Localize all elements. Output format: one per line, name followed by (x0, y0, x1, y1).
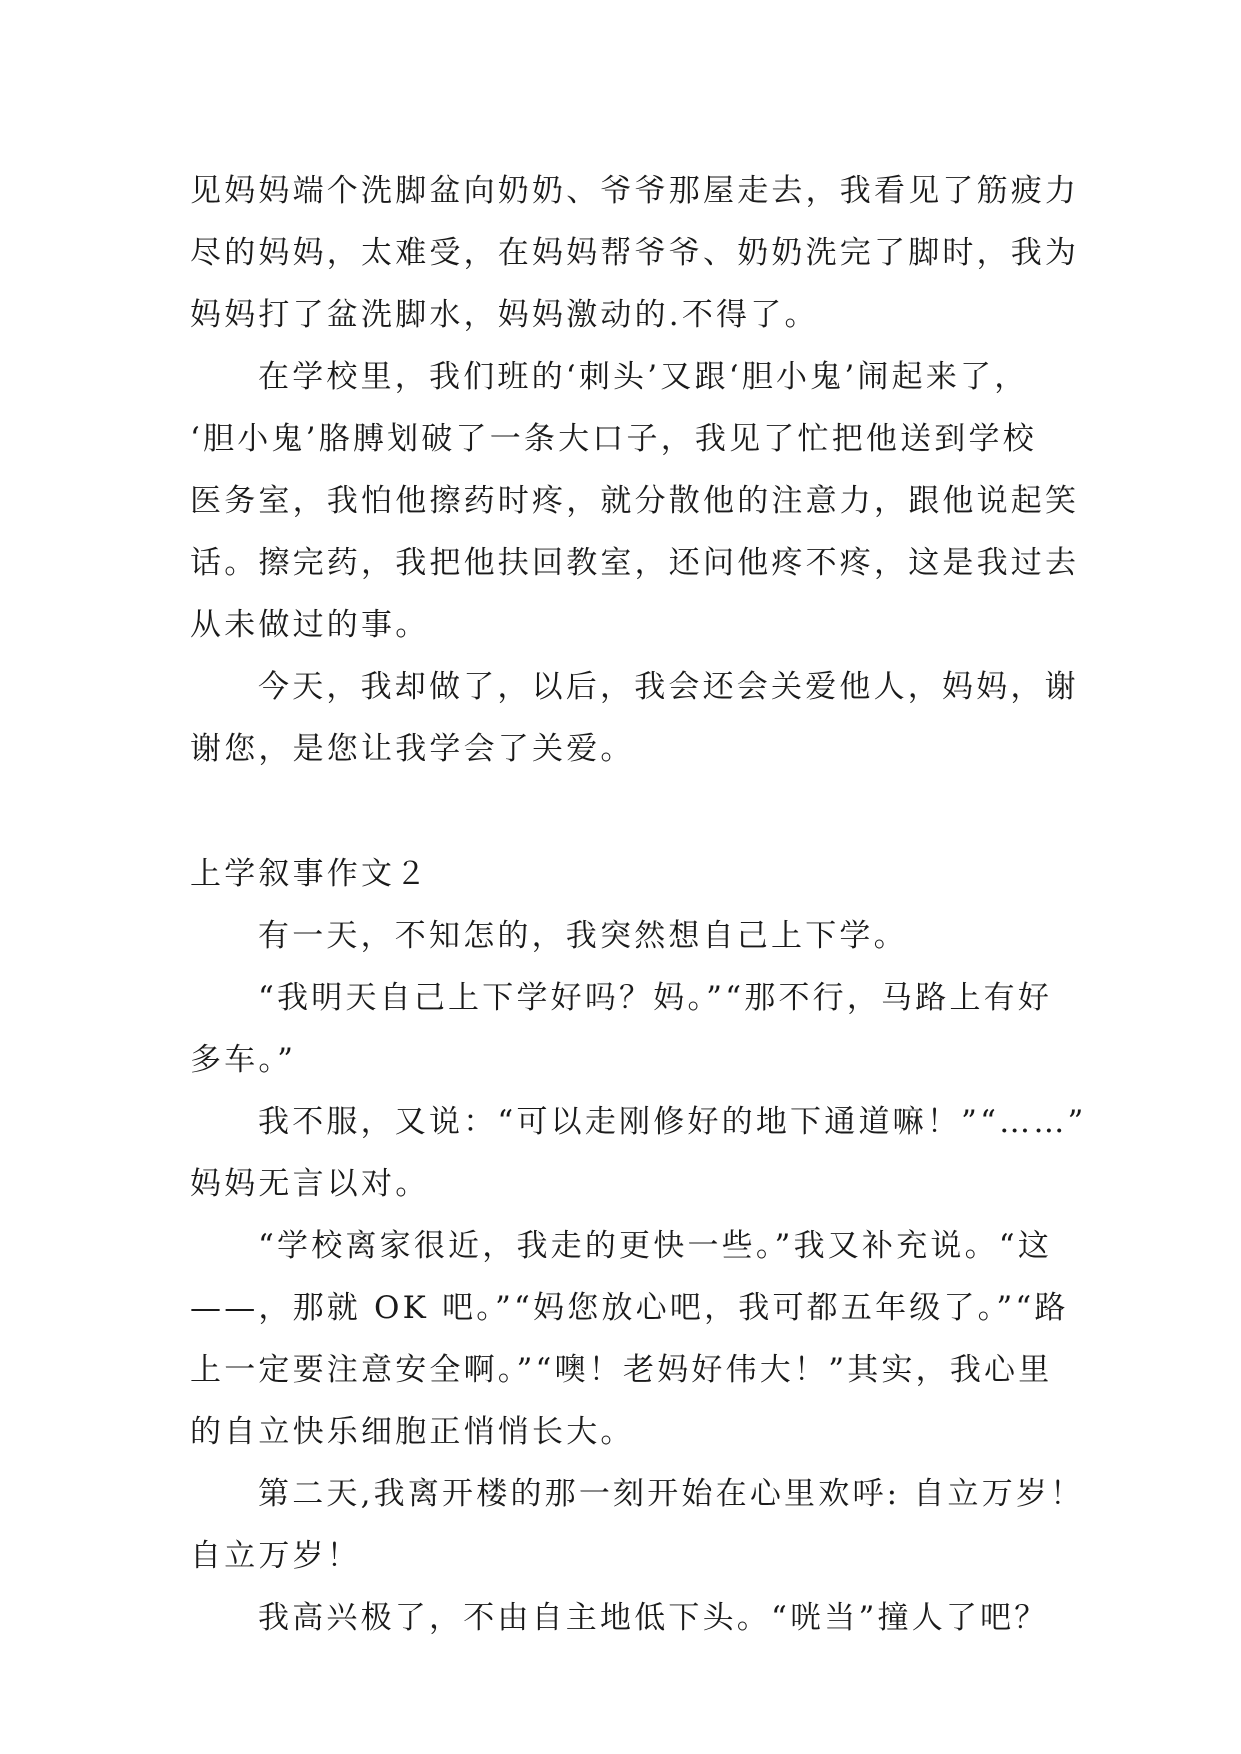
text-line: 见妈妈端个洗脚盆向奶奶、爷爷那屋走去，我看见了筋疲力 (190, 173, 1080, 209)
text-line: 我不服，又说：“可以走刚修好的地下通道嘛！”“……” (258, 1104, 1087, 1140)
text-line: ‘胆小鬼’胳膊划破了一条大口子，我见了忙把他送到学校 (190, 421, 1037, 457)
text-line: “学校离家很近，我走的更快一些。”我又补充说。“这 (258, 1228, 1053, 1264)
text-line: 有一天，不知怎的，我突然想自己上下学。 (258, 918, 908, 954)
text-line: 谢您，是您让我学会了关爱。 (190, 731, 635, 767)
text-line: 的自立快乐细胞正悄悄长大。 (190, 1414, 635, 1450)
text-line: 我高兴极了，不由自主地低下头。“咣当”撞人了吧？ (258, 1600, 1049, 1636)
text-line: 多车。” (190, 1042, 297, 1078)
text-line: “我明天自己上下学好吗？妈。”“那不行，马路上有好 (258, 980, 1053, 1016)
text-line: 话。擦完药，我把他扶回教室，还问他疼不疼，这是我过去 (190, 545, 1080, 581)
text-line: 上一定要注意安全啊。”“噢！老妈好伟大！”其实，我心里 (190, 1352, 1053, 1388)
text-line: 从未做过的事。 (190, 607, 430, 643)
text-line: ——，那就 OK 吧。”“妈您放心吧，我可都五年级了。”“路 (190, 1290, 1069, 1326)
text-line: 医务室，我怕他擦药时疼，就分散他的注意力，跟他说起笑 (190, 483, 1080, 519)
section-heading: 上学叙事作文２ (190, 856, 430, 892)
text-line: 今天，我却做了，以后，我会还会关爱他人，妈妈，谢 (258, 669, 1079, 705)
section-gap (190, 780, 1060, 843)
document-page (190, 160, 1087, 1649)
text-line: 妈妈打了盆洗脚水，妈妈激动的.不得了。 (190, 297, 819, 333)
text-line: 自立万岁！ (190, 1538, 361, 1574)
text-line: 妈妈无言以对。 (190, 1166, 430, 1202)
text-line: 尽的妈妈，太难受，在妈妈帮爷爷、奶奶洗完了脚时，我为 (190, 235, 1080, 271)
text-line: 在学校里，我们班的‘刺头’又跟‘胆小鬼’闹起来了， (258, 359, 1029, 395)
text-line: 第二天,我离开楼的那一刻开始在心里欢呼: 自立万岁！ (258, 1476, 1085, 1512)
